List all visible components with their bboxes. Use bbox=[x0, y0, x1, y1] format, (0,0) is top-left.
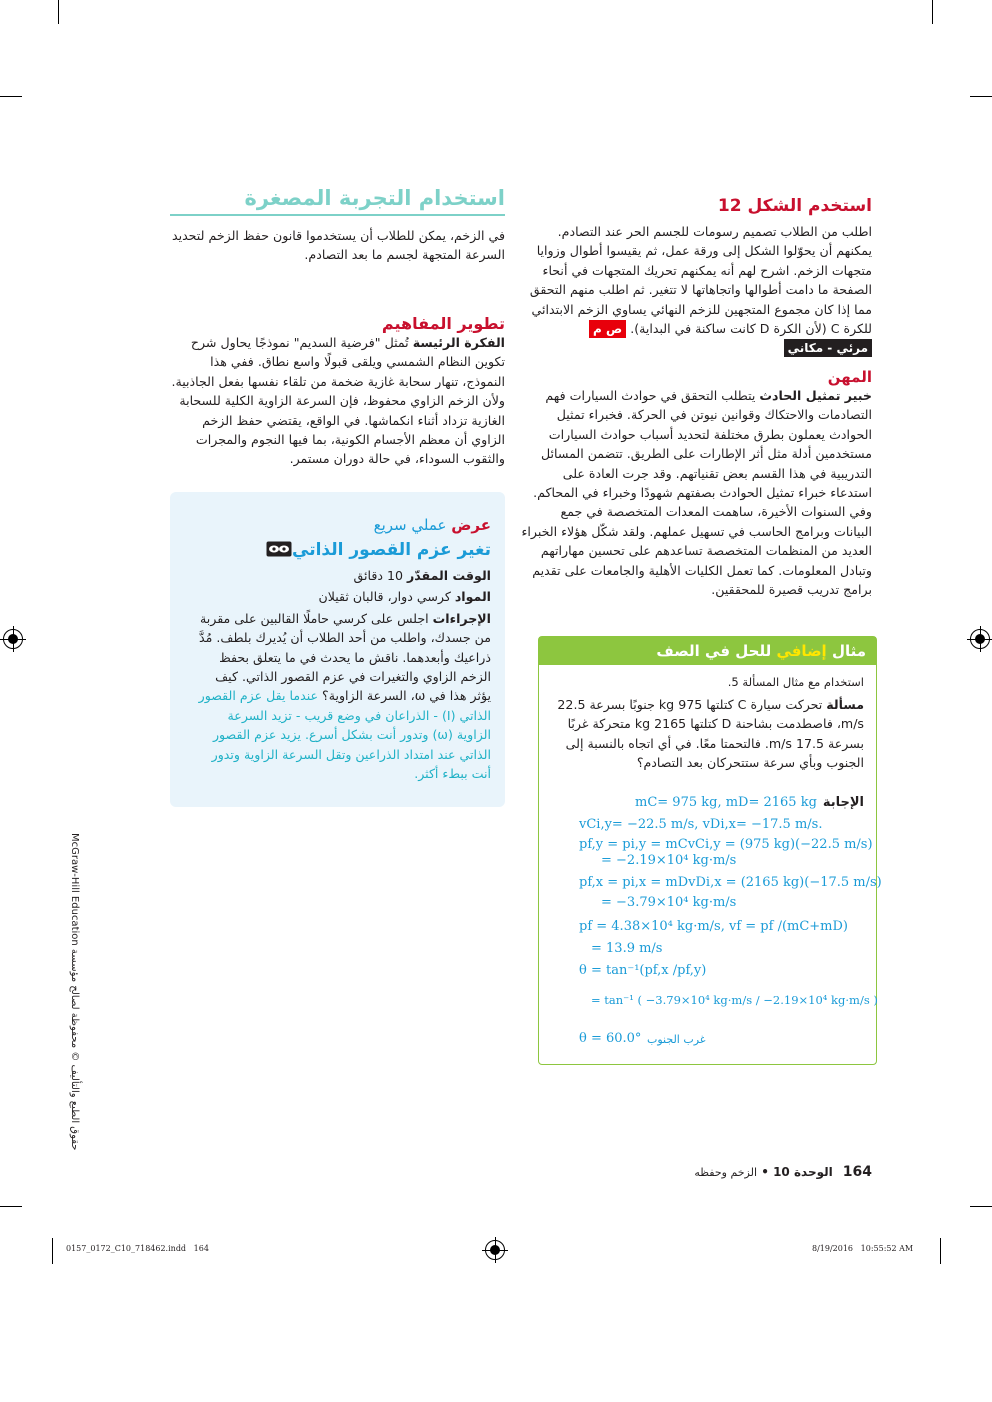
crop-mark bbox=[940, 1238, 941, 1264]
materials-label: المواد bbox=[454, 589, 491, 605]
math-line-6: = −3.79×10⁴ kg·m/s bbox=[601, 895, 737, 910]
demo-procedure bbox=[191, 609, 491, 784]
example-header bbox=[539, 637, 876, 665]
demo-head-a: عرض bbox=[451, 516, 491, 534]
math-line-10: = tan⁻¹ ( −3.79×10⁴ kg·m/s / −2.19×10⁴ kg·m/s ) bbox=[591, 993, 878, 1007]
figure-text bbox=[520, 222, 872, 358]
demo-body bbox=[191, 566, 491, 783]
unit-number: الوحدة 10 bbox=[773, 1165, 833, 1179]
math-line-7: pf = 4.38×10⁴ kg·m/s, vf = pf /(mC+mD) bbox=[579, 919, 849, 934]
file-slug: 0157_0172_C10_718462.indd 164 bbox=[66, 1244, 209, 1253]
example-title-b: إضافي bbox=[776, 642, 827, 660]
visual-spatial-badge: مرئي - مكاني bbox=[784, 339, 872, 357]
demo-title: تغير عزم القصور الذاتي bbox=[292, 540, 491, 560]
page-number: 164 bbox=[842, 1164, 872, 1180]
registration-mark-icon bbox=[485, 1240, 505, 1260]
answer-label: الإجابة bbox=[822, 795, 864, 810]
materials-value: كرسي دوار، قالبان ثقيلان bbox=[318, 589, 455, 605]
registration-mark-icon bbox=[970, 629, 990, 649]
crop-mark bbox=[932, 0, 933, 24]
mini-lab-text: في الزخم، يمكن للطلاب أن يستخدموا قانون حفظ الزخم لتحديد السرعة المتجهة لجسم ما بعد التصادم. bbox=[171, 228, 505, 263]
mini-lab-rule bbox=[170, 214, 505, 216]
figure-paragraph: اطلب من الطلاب تصميم رسومات للجسم الحر عند التصادم. يمكنهم أن يحوّلوا الشكل إلى ورقة عمل، ثم يقيسوا أطوال وزوايا متجهات الزخم. اشرح لهم أنه يمكنهم تحريك المتجهات في أنحاء الصفحة ما دامت أطوالها واتجاهاتها لا تتغير. ثم اطلب منهم التحقق مما إذا كان مجموع المتجهين للزخم النهائي يساوي الزخم الابتدائي للكرة C (لأن الكرة D كانت ساكنة في البداية). bbox=[529, 224, 872, 337]
concepts-paragraph: تُمثل "فرضية السديم" نموذجًا يحاول شرح تكوين النظام الشمسي ويلقى قبولًا واسع نطاق. ففي هذا النموذج، تنهار سحابة غازية ضخمة من تلقاء نفسها بفعل الجاذبية. ولأن الزخم الزاوي محفوظ، فإن السرعة الزاوية الكلية للسحابة الغازية تزداد أثناء انكماشها. في الواقع، يقتضي حفظ الزخم الزاوي أن معظم الأجسام الكونية، بما فيها النجوم والمجرات والثقوب السوداء، في حالة دوران مستمر. bbox=[171, 335, 505, 467]
careers-paragraph: يتطلب التحقق في حوادث السيارات فهم التصادمات والاحتكاك وقوانين نيوتن في الحركة. فخبراء تمثيل الحوادث يعملون بطرق مختلفة لتحديد أسباب حوادث السيارات مستخدمين أدلة مثل أثر الإطارات على الطريق. تتضمن المسائل التدريبية في هذا القسم بعض تقنياتهم. وقد جرت العادة على استدعاء خبراء تمثيل الحوادث بصفتهم شهودًا وخبراء في المحاكم. وفي السنوات الأخيرة، ساهمت المعدات المتخصصة في جمع البيانات وبرامج الحاسب في تسهيل عملهم. ولقد شكّل هؤلاء الخبراء العديد من المنظمات المتخصصة تساعدهم على تحسين مهاراتهم وتبادل المعلومات. كما تعمل الكليات الأهلية والجامعات على تقديم برامج تدريب قصيرة للمحققين. bbox=[521, 388, 872, 598]
demo-materials bbox=[191, 587, 491, 606]
problem-label: مسألة bbox=[826, 697, 864, 712]
unit-separator: • bbox=[757, 1165, 774, 1179]
example-title-c: للحل في الصف bbox=[656, 642, 777, 660]
problem-text: تحركت سيارة C كتلتها 975 kg جنوبًا بسرعة 22.5 m/s، فاصطدمت بشاحنة D كتلتها 2165 kg متحركة غربًا بسرعة 17.5 m/s. فالتحمتا معًا. في أي اتجاه بالنسبة إلى الجنوب وبأي سرعة ستتحركان بعد التصادم؟ bbox=[557, 697, 864, 771]
registration-mark-icon bbox=[3, 629, 23, 649]
copyright-vertical bbox=[64, 833, 80, 1151]
procedure-label: الإجراءات bbox=[432, 610, 491, 626]
math-line-1: mC= 975 kg, mD= 2165 kg bbox=[635, 795, 817, 810]
example-box bbox=[538, 636, 882, 1065]
math-line-2: vCi,y= −22.5 m/s, vDi,x= −17.5 m/s. bbox=[579, 817, 823, 832]
careers-lead: خبير تمثيل الحادث bbox=[759, 388, 872, 403]
mini-lab-title: استخدام التجربة المصغرة bbox=[244, 186, 505, 210]
time-value: 10 دقائق bbox=[353, 568, 408, 583]
math-line-5: pf,x = pi,x = mDvDi,x = (2165 kg)(−17.5 m/s) bbox=[579, 875, 882, 890]
math-line-8: = 13.9 m/s bbox=[591, 941, 663, 956]
example-problem bbox=[552, 695, 864, 773]
unit-title: الزخم وحفظه bbox=[694, 1166, 758, 1179]
crop-mark bbox=[970, 96, 992, 97]
procedure-answer: عندما يقل عزم القصور الذاتي (I) - الذراعان في وضع قريب - تزيد السرعة الزاوية (ω) وتدور أنت بشكل أسرع. يزيد عزم القصور الذاتي عند امتداد الذراعين وتقل السرعة الزاوية وتدور أنت ببطء أكثر. bbox=[198, 688, 491, 782]
direction-label: غرب الجنوب bbox=[647, 1033, 706, 1046]
crop-mark bbox=[58, 0, 59, 24]
crop-mark bbox=[52, 1238, 53, 1264]
time-label: الوقت المقدّر bbox=[407, 568, 491, 583]
demo-head bbox=[374, 516, 491, 534]
concepts-text bbox=[170, 333, 505, 469]
careers-title: المهن bbox=[827, 368, 872, 386]
timestamp: 8/19/2016 10:55:52 AM bbox=[812, 1244, 914, 1253]
math-line-9: θ = tan⁻¹(pf,x /pf,y) bbox=[579, 963, 707, 978]
figure-title: استخدم الشكل 12 bbox=[717, 196, 872, 216]
demo-head-b: عملي سريع bbox=[373, 516, 452, 534]
demo-time bbox=[191, 566, 491, 585]
eye-goggles-icon bbox=[266, 541, 292, 557]
page-footer bbox=[512, 1164, 872, 1180]
publisher-en: McGraw-Hill Education bbox=[69, 833, 80, 946]
math-line-3: pf,y = pi,y = mCvCi,y = (975 kg)(−22.5 m/s) bbox=[579, 837, 873, 852]
copyright-ar: حقوق الطبع والتأليف © محفوظة لصالح مؤسسة bbox=[69, 948, 80, 1151]
demo-box bbox=[170, 492, 505, 807]
concepts-lead: الفكرة الرئيسة bbox=[412, 335, 505, 350]
careers-text bbox=[520, 386, 872, 599]
crop-mark bbox=[970, 1206, 992, 1207]
crop-mark bbox=[0, 1206, 22, 1207]
procedure-text: اجلس على كرسي حاملًا القالبين على مقربة من جسدك، واطلب من أحد الطلاب أن يُديرك بلطف. مُدَّ ذراعيك وأبعدهما. ناقش ما يحدث في ما يتعلق بحفظ الزخم الزاوي والتغيرات في عزم القصور الذاتي. كيف يؤثر هذا في ω، السرعة الزاوية؟ bbox=[199, 610, 491, 704]
example-intro: استخدام مع مثال المسألة 5. bbox=[727, 675, 864, 689]
math-line-11: θ = 60.0° bbox=[579, 1031, 642, 1046]
crop-mark bbox=[0, 96, 22, 97]
concepts-title: تطوير المفاهيم bbox=[381, 314, 505, 333]
example-title-a: مثال bbox=[826, 642, 866, 660]
page-tag-badge: ص م bbox=[589, 320, 626, 338]
math-line-4: = −2.19×10⁴ kg·m/s bbox=[601, 853, 737, 868]
